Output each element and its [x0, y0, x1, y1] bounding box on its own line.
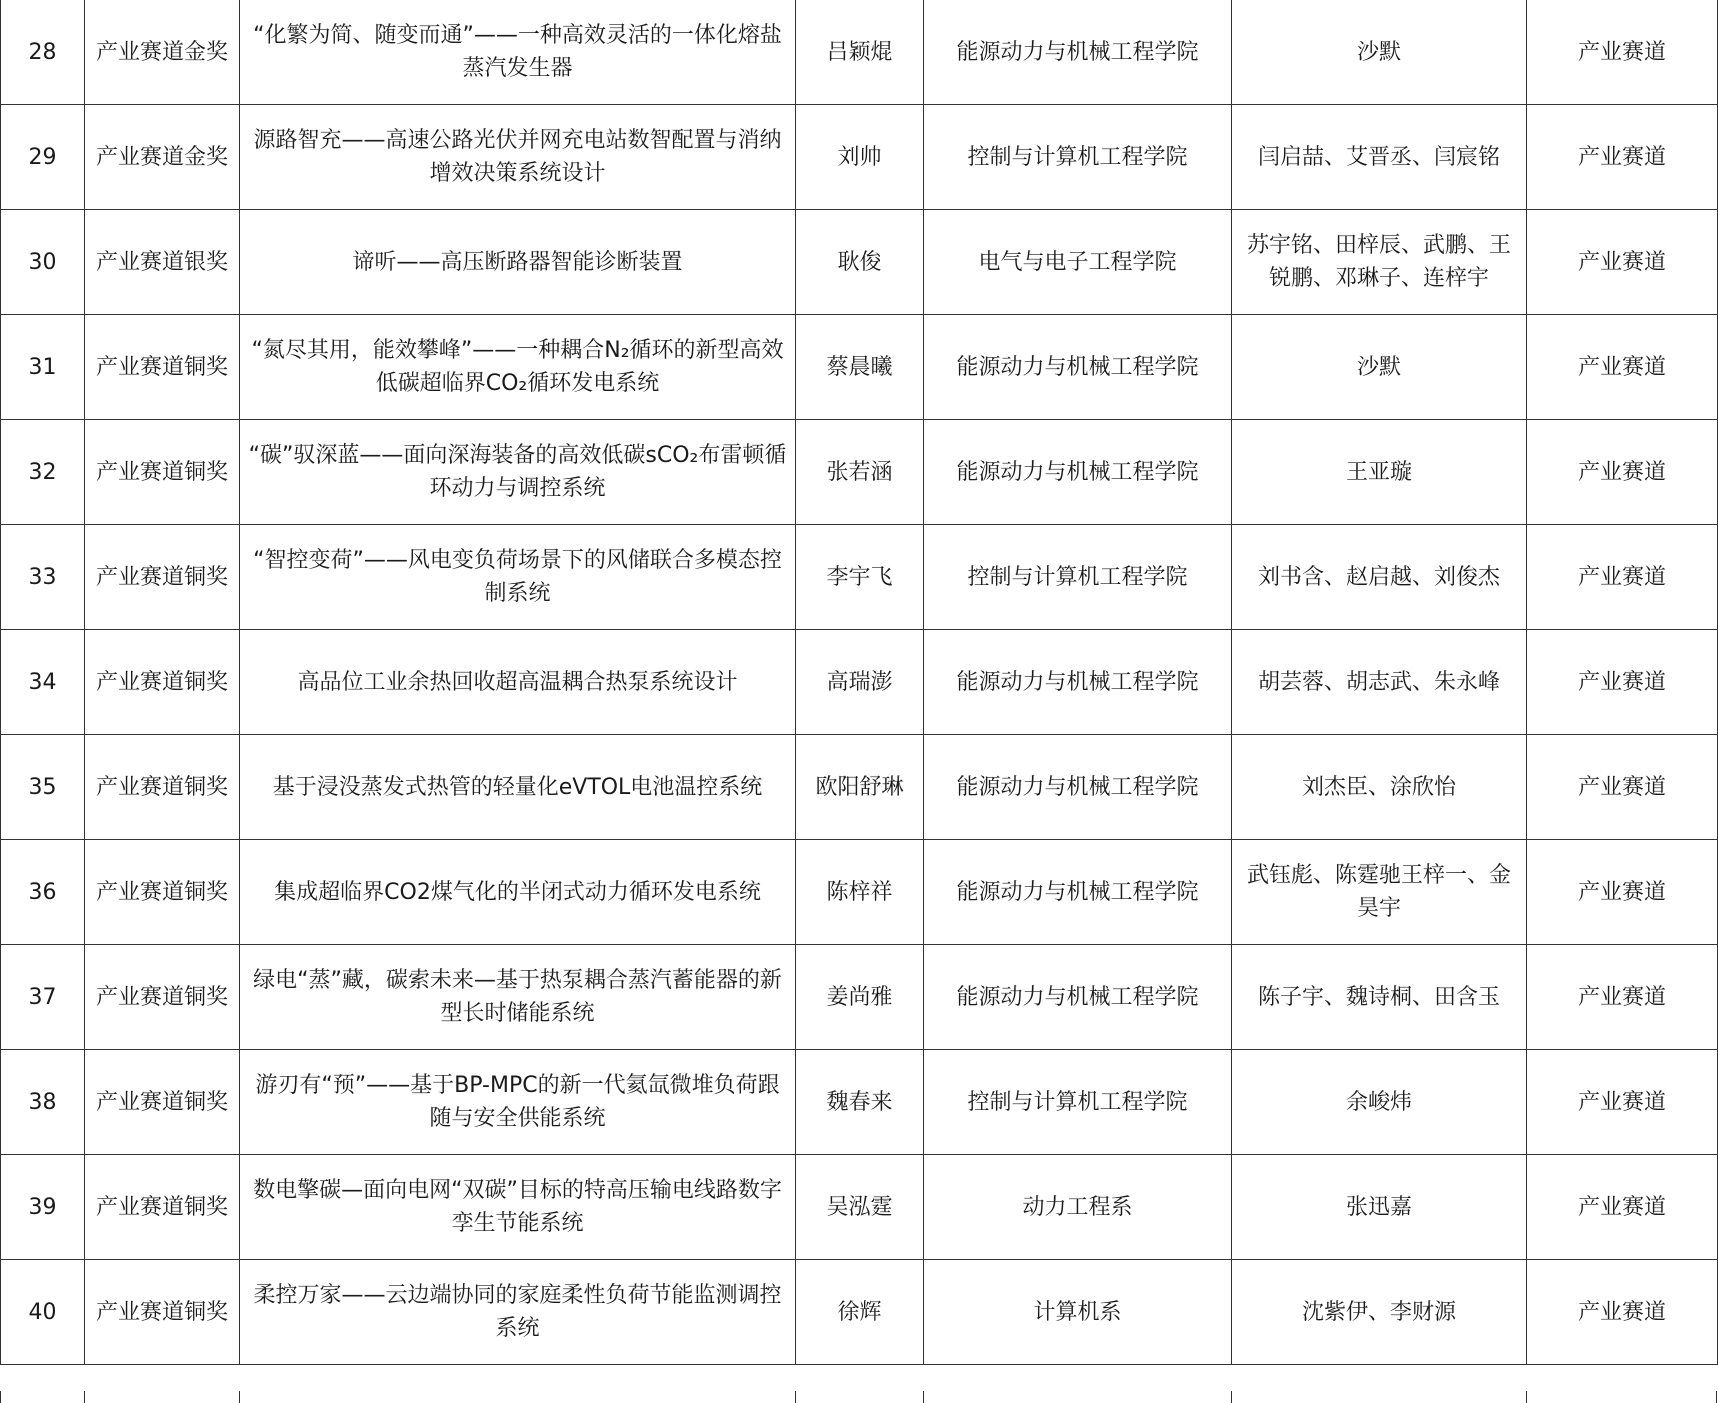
project-text: 数电擎碳—面向电网“双碳”目标的特高压输电线路数字孪生节能系统 [253, 1178, 782, 1236]
members-text: 苏宇铭、田梓辰、武鹏、王锐鹏、邓琳子、连梓宇 [1246, 233, 1511, 291]
cell-leader: 欧阳舒琳 [796, 735, 924, 840]
cell-no: 29 [1, 105, 85, 210]
table-row [1, 945, 1718, 1050]
cell-leader: 蔡晨曦 [796, 315, 924, 420]
cell-project [240, 945, 796, 1050]
cell-college: 能源动力与机械工程学院 [924, 315, 1232, 420]
cell-track: 产业赛道 [1527, 630, 1718, 735]
project-text: “智控变荷”——风电变负荷场景下的风储联合多模态控制系统 [253, 548, 782, 606]
cell-no: 34 [1, 630, 85, 735]
members-text: 王亚璇 [1345, 459, 1412, 485]
cell-award: 产业赛道铜奖 [85, 1260, 240, 1365]
cell-no: 37 [1, 945, 85, 1050]
project-text: “碳”驭深蓝——面向深海装备的高效低碳sCO₂布雷顿循环动力与调控系统 [248, 443, 787, 501]
members-text: 余峻炜 [1345, 1089, 1412, 1115]
table-continuation-lines [0, 1391, 1717, 1403]
cell-award: 产业赛道铜奖 [85, 1155, 240, 1260]
cell-track: 产业赛道 [1527, 315, 1718, 420]
cell-award: 产业赛道铜奖 [85, 945, 240, 1050]
project-text: 游刃有“预”——基于BP-MPC的新一代氦氙微堆负荷跟随与安全供能系统 [255, 1073, 780, 1131]
cell-track: 产业赛道 [1527, 420, 1718, 525]
table-row [1, 1050, 1718, 1155]
cell-college: 能源动力与机械工程学院 [924, 0, 1232, 105]
cell-members [1232, 1155, 1527, 1260]
project-text: 谛听——高压断路器智能诊断装置 [352, 249, 683, 275]
cell-college: 计算机系 [924, 1260, 1232, 1365]
members-text: 张迅嘉 [1345, 1194, 1412, 1220]
project-text: 绿电“蒸”藏，碳索未来—基于热泵耦合蒸汽蓄能器的新型长时储能系统 [253, 968, 782, 1026]
cell-members [1232, 315, 1527, 420]
cell-no: 32 [1, 420, 85, 525]
cell-track: 产业赛道 [1527, 735, 1718, 840]
cell-members [1232, 945, 1527, 1050]
cell-project [240, 1260, 796, 1365]
table-row [1, 420, 1718, 525]
cell-award: 产业赛道金奖 [85, 105, 240, 210]
cell-members [1232, 525, 1527, 630]
project-text: “氮尽其用，能效攀峰”——一种耦合N₂循环的新型高效低碳超临界CO₂循环发电系统 [251, 338, 784, 396]
cell-no: 39 [1, 1155, 85, 1260]
cell-no: 28 [1, 0, 85, 105]
cell-members [1232, 210, 1527, 315]
project-text: “化繁为简、随变而通”——一种高效灵活的一体化熔盐蒸汽发生器 [253, 23, 782, 81]
cell-leader: 吕颖焜 [796, 0, 924, 105]
project-text: 集成超临界CO2煤气化的半闭式动力循环发电系统 [274, 879, 761, 905]
cell-project [240, 630, 796, 735]
cell-members [1232, 420, 1527, 525]
table-row [1, 525, 1718, 630]
cell-track: 产业赛道 [1527, 0, 1718, 105]
cell-leader: 吴泓霆 [796, 1155, 924, 1260]
members-text: 刘杰臣、涂欣怡 [1301, 774, 1456, 800]
cell-track: 产业赛道 [1527, 945, 1718, 1050]
cell-track: 产业赛道 [1527, 210, 1718, 315]
project-text: 高品位工业余热回收超高温耦合热泵系统设计 [297, 669, 738, 695]
table-row [1, 1260, 1718, 1365]
cell-track: 产业赛道 [1527, 1260, 1718, 1365]
cell-leader: 魏春来 [796, 1050, 924, 1155]
cell-award: 产业赛道银奖 [85, 210, 240, 315]
members-text: 沈紫伊、李财源 [1301, 1299, 1456, 1325]
cell-project [240, 1050, 796, 1155]
cell-members [1232, 630, 1527, 735]
cell-project [240, 0, 796, 105]
table-row [1, 105, 1718, 210]
cell-leader: 刘帅 [796, 105, 924, 210]
cell-project [240, 1155, 796, 1260]
members-text: 武钰彪、陈霆驰王梓一、金昊宇 [1246, 863, 1511, 921]
cell-award: 产业赛道铜奖 [85, 1050, 240, 1155]
cell-leader: 徐辉 [796, 1260, 924, 1365]
cell-award: 产业赛道铜奖 [85, 840, 240, 945]
cell-college: 能源动力与机械工程学院 [924, 420, 1232, 525]
cell-members [1232, 840, 1527, 945]
project-text: 源路智充——高速公路光伏并网充电站数智配置与消纳增效决策系统设计 [253, 128, 782, 186]
cell-leader: 耿俊 [796, 210, 924, 315]
cell-award: 产业赛道铜奖 [85, 735, 240, 840]
cell-no: 33 [1, 525, 85, 630]
cell-project [240, 315, 796, 420]
cell-award: 产业赛道铜奖 [85, 420, 240, 525]
cell-track: 产业赛道 [1527, 105, 1718, 210]
table-row [1, 840, 1718, 945]
members-text: 胡芸蓉、胡志武、朱永峰 [1257, 669, 1500, 695]
cell-leader: 李宇飞 [796, 525, 924, 630]
table-row [1, 210, 1718, 315]
table-row [1, 0, 1718, 105]
members-text: 沙默 [1356, 354, 1401, 380]
members-text: 闫启喆、艾晋丞、闫宸铭 [1257, 144, 1500, 170]
cell-project [240, 840, 796, 945]
cell-track: 产业赛道 [1527, 1155, 1718, 1260]
cell-members [1232, 1260, 1527, 1365]
project-text: 基于浸没蒸发式热管的轻量化eVTOL电池温控系统 [272, 774, 763, 800]
cell-leader: 姜尚雅 [796, 945, 924, 1050]
table-row [1, 315, 1718, 420]
cell-college: 控制与计算机工程学院 [924, 525, 1232, 630]
cell-college: 能源动力与机械工程学院 [924, 735, 1232, 840]
cell-college: 能源动力与机械工程学院 [924, 945, 1232, 1050]
cell-track: 产业赛道 [1527, 525, 1718, 630]
cell-leader: 高瑞澎 [796, 630, 924, 735]
cell-award: 产业赛道铜奖 [85, 525, 240, 630]
table-row [1, 630, 1718, 735]
cell-award: 产业赛道金奖 [85, 0, 240, 105]
cell-members [1232, 0, 1527, 105]
cell-members [1232, 105, 1527, 210]
members-text: 沙默 [1356, 39, 1401, 65]
table-body [1, 0, 1718, 1365]
cell-award: 产业赛道铜奖 [85, 315, 240, 420]
cell-no: 36 [1, 840, 85, 945]
cell-track: 产业赛道 [1527, 840, 1718, 945]
cell-leader: 陈梓祥 [796, 840, 924, 945]
cell-project [240, 210, 796, 315]
cell-project [240, 735, 796, 840]
cell-no: 31 [1, 315, 85, 420]
cell-project [240, 525, 796, 630]
cell-no: 35 [1, 735, 85, 840]
cell-members [1232, 1050, 1527, 1155]
cell-award: 产业赛道铜奖 [85, 630, 240, 735]
members-text: 陈子宇、魏诗桐、田含玉 [1257, 984, 1500, 1010]
cell-college: 控制与计算机工程学院 [924, 1050, 1232, 1155]
cell-college: 控制与计算机工程学院 [924, 105, 1232, 210]
cell-leader: 张若涵 [796, 420, 924, 525]
project-text: 柔控万家——云边端协同的家庭柔性负荷节能监测调控系统 [253, 1283, 782, 1341]
cell-members [1232, 735, 1527, 840]
cell-college: 能源动力与机械工程学院 [924, 630, 1232, 735]
cell-no: 40 [1, 1260, 85, 1365]
cell-no: 30 [1, 210, 85, 315]
cell-project [240, 105, 796, 210]
table-row [1, 1155, 1718, 1260]
table-row [1, 735, 1718, 840]
cell-college: 动力工程系 [924, 1155, 1232, 1260]
cell-college: 能源动力与机械工程学院 [924, 840, 1232, 945]
cell-no: 38 [1, 1050, 85, 1155]
members-text: 刘书含、赵启越、刘俊杰 [1257, 564, 1500, 590]
cell-project [240, 420, 796, 525]
cell-college: 电气与电子工程学院 [924, 210, 1232, 315]
cell-track: 产业赛道 [1527, 1050, 1718, 1155]
